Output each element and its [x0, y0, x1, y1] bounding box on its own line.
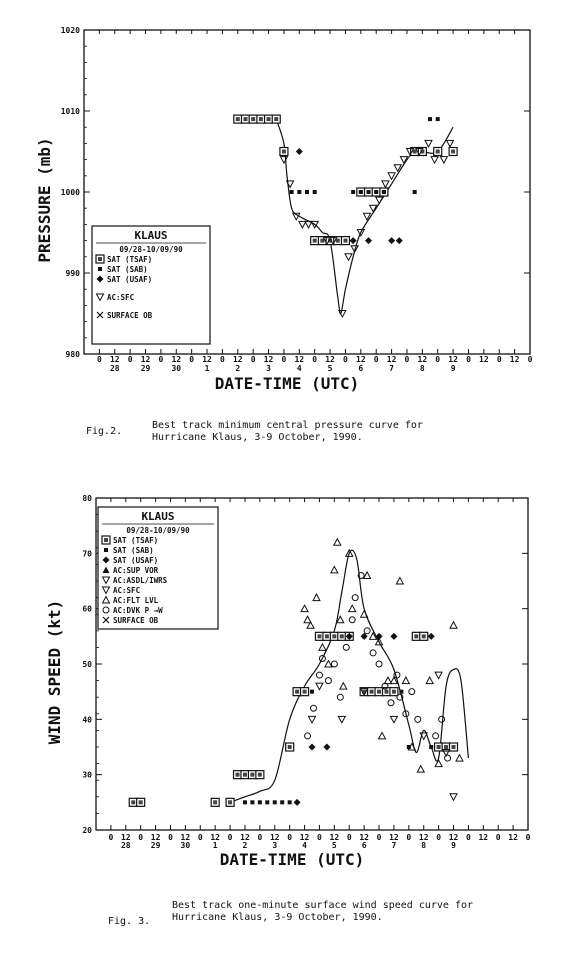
chart2-point-ac-sfc: [309, 716, 316, 723]
chart1-point-ac-sfc: [388, 173, 395, 180]
chart1-point-sat-tsaf-core: [259, 117, 263, 121]
chart2-ytick-label: 70: [82, 549, 92, 559]
chart2-legend-label: AC:SFC: [113, 586, 141, 595]
chart2-point-ac-sfc: [390, 716, 397, 723]
chart2-point-ac-dvk-p-w: [409, 689, 415, 695]
chart1-xtick-hour-label: 0: [466, 355, 471, 364]
chart2-point-sat-tsaf-core: [437, 745, 441, 749]
chart1-xtick-hour-label: 0: [96, 355, 102, 364]
chart1-xtick-hour-label: 12: [386, 355, 397, 364]
chart2-point-sat-tsaf-core: [317, 634, 321, 638]
chart2-point-sat-tsaf-core: [392, 690, 396, 694]
chart2-xtick-hour-label: 12: [478, 833, 489, 842]
chart1-point-ac-sfc: [447, 140, 454, 147]
chart2-xtick-day-label: 8: [421, 841, 427, 850]
chart2-point-ac-dvk-p-w: [316, 672, 322, 678]
chart2-legend-swatch: [104, 548, 108, 552]
chart2-xtick-hour-label: 0: [436, 833, 442, 842]
chart1-point-sat-tsaf-core: [313, 239, 317, 243]
chart2-xtick-hour-label: 12: [180, 833, 191, 842]
chart1-point-sat-tsaf-core: [336, 239, 340, 243]
chart1-xtick-hour-label: 0: [250, 355, 256, 364]
chart2-point-ac-flt-lvl: [340, 683, 347, 690]
chart2-xtick-hour-label: 0: [346, 833, 352, 842]
chart1-point-sat-tsaf-core: [236, 117, 240, 121]
chart2-point-sat-tsaf-core: [422, 634, 426, 638]
chart2-legend-label: SURFACE OB: [113, 616, 159, 625]
chart2-xtick-day-label: 4: [302, 841, 307, 850]
chart2-xtick-day-label: 30: [180, 841, 191, 850]
chart1-ytick-label: 990: [65, 269, 80, 278]
chart2-point-ac-dvk-p-w: [349, 617, 355, 623]
chart1-point-sat-sab: [428, 117, 432, 121]
chart2-point-sat-tsaf-core: [243, 773, 247, 777]
chart2-point-ac-dvk-p-w: [343, 644, 349, 650]
chart1-xtick-day-label: 4: [296, 364, 302, 373]
chart2-point-ac-dvk-p-w: [439, 716, 445, 722]
chart1-yaxis-title: PRESSURE (mb): [35, 137, 54, 263]
chart1-point-sat-tsaf-core: [282, 150, 286, 154]
chart2-point-sat-usaf: [428, 633, 435, 640]
chart2-point-sat-sab: [280, 800, 284, 804]
chart2-point-ac-dvk-p-w: [305, 733, 311, 739]
chart1-xtick-hour-label: 0: [435, 355, 441, 364]
chart1-xtick-hour-label: 0: [189, 355, 195, 364]
chart2-xtick-hour-label: 12: [120, 833, 131, 842]
chart2-point-ac-flt-lvl: [334, 539, 341, 546]
chart1-point-sat-tsaf-core: [274, 117, 278, 121]
chart1-point-sat-sab: [305, 190, 309, 194]
chart2-xtick-hour-label: 0: [495, 833, 501, 842]
chart1-legend-label: SAT (SAB): [107, 265, 148, 274]
chart2-point-ac-sfc: [450, 794, 457, 801]
chart2-xtick-day-label: 6: [361, 841, 367, 850]
chart2-point-ac-flt-lvl: [364, 572, 371, 579]
chart1-point-sat-usaf: [365, 237, 372, 244]
chart2-point-ac-flt-lvl: [417, 766, 424, 773]
chart2-xtick-hour-label: 0: [227, 833, 233, 842]
chart2-point-sat-sab: [310, 690, 314, 694]
chart2-point-sat-tsaf-core: [236, 773, 240, 777]
chart2-xtick-day-label: 29: [150, 841, 161, 850]
chart1-point-ac-sfc: [299, 221, 306, 228]
chart1-xtick-hour-label: 12: [479, 355, 489, 364]
fig3-number: Fig. 3.: [108, 916, 151, 927]
chart2-point-sat-sab: [273, 800, 277, 804]
chart2-point-ac-dvk-p-w: [370, 650, 376, 656]
chart1-point-sat-sab: [351, 190, 355, 194]
chart1-xtick-hour-label: 12: [417, 355, 428, 364]
chart1-point-sat-sab: [413, 190, 417, 194]
chart2-point-sat-usaf: [309, 744, 316, 751]
chart2-point-sat-tsaf-core: [303, 690, 307, 694]
chart1-point-sat-sab: [382, 190, 386, 194]
chart2-point-sat-tsaf-core: [370, 690, 374, 694]
chart1-ytick-label: 1000: [60, 188, 80, 197]
chart1-xtick-day-label: 2: [235, 364, 241, 373]
chart1-xtick-day-label: 6: [358, 364, 364, 373]
chart2-point-sat-sab: [243, 800, 247, 804]
chart1-ytick-label: 1010: [60, 107, 80, 116]
chart2-yaxis-title: WIND SPEED (kt): [45, 599, 64, 745]
chart2-point-ac-flt-lvl: [361, 611, 368, 618]
chart2-point-ac-dvk-p-w: [376, 661, 382, 667]
chart1-point-sat-sab: [436, 117, 440, 121]
chart1-point-sat-tsaf-core: [267, 117, 271, 121]
chart1-xtick-hour-label: 0: [158, 355, 164, 364]
chart2-legend-swatch-core: [104, 538, 108, 542]
chart2-legend-label: SAT (TSAF): [113, 536, 159, 545]
chart2-point-ac-flt-lvl: [319, 644, 326, 651]
chart1-xtick-hour-label: 12: [232, 355, 243, 364]
chart1-point-sat-usaf: [396, 237, 403, 244]
chart2-point-ac-flt-lvl: [325, 661, 332, 668]
chart2-point-ac-sfc: [435, 672, 442, 679]
chart2-point-ac-flt-lvl: [301, 605, 308, 612]
chart2-point-sat-tsaf-core: [228, 800, 232, 804]
chart1-xtick-hour-label: 0: [312, 355, 318, 364]
chart2-xtick-day-label: 1: [212, 841, 218, 850]
chart1-xtick-hour-label: 0: [527, 355, 533, 364]
chart2-point-sat-tsaf-core: [213, 800, 217, 804]
chart1-xtick-hour-label: 12: [109, 355, 120, 364]
chart1-xtick-hour-label: 0: [496, 355, 502, 364]
chart1-point-sat-sab: [359, 190, 363, 194]
chart2-xtick-day-label: 2: [242, 841, 248, 850]
chart2-point-sat-sab: [399, 690, 403, 694]
chart1-point-ac-sfc: [345, 254, 352, 260]
chart2-point-sat-sab: [250, 800, 254, 804]
chart1-point-sat-sab: [290, 190, 294, 194]
chart1-point-ac-sfc: [440, 157, 447, 164]
chart1-xtick-day-label: 7: [389, 364, 395, 373]
chart2-point-ac-flt-lvl: [450, 622, 457, 629]
chart2-xtick-hour-label: 12: [269, 833, 280, 842]
chart2-legend-label: SAT (USAF): [113, 556, 159, 565]
chart2-xtick-hour-label: 0: [287, 833, 293, 842]
chart2-point-sat-usaf: [294, 799, 301, 806]
chart1-legend-title: KLAUS: [134, 229, 168, 242]
chart2-point-ac-flt-lvl: [396, 578, 403, 585]
chart2-point-sat-tsaf-core: [340, 634, 344, 638]
chart2-xtick-hour-label: 12: [150, 833, 161, 842]
chart2-point-ac-flt-lvl: [313, 594, 320, 601]
fig2-number: Fig.2.: [86, 426, 123, 437]
chart2-best-track-line: [230, 550, 468, 802]
chart2-ytick-label: 80: [82, 494, 92, 503]
chart2-point-ac-dvk-p-w: [331, 661, 337, 667]
chart2-xtick-hour-label: 0: [108, 833, 114, 842]
chart2-point-ac-flt-lvl: [426, 677, 433, 684]
chart1-point-sat-sab: [313, 190, 317, 194]
chart1-ytick-label: 980: [65, 350, 80, 359]
chart1-legend-label: AC:SFC: [107, 293, 135, 302]
chart1-ytick-label: 1020: [60, 26, 80, 35]
chart2-legend-label: AC:ASDL/IWRS: [113, 576, 168, 585]
chart2-point-sat-tsaf-core: [414, 634, 418, 638]
chart2-point-ac-dvk-p-w: [415, 716, 421, 722]
chart2-xtick-hour-label: 0: [197, 833, 203, 842]
chart2-point-sat-tsaf-core: [250, 773, 254, 777]
chart2-xtick-hour-label: 12: [508, 833, 518, 842]
chart2-legend-dates: 09/28-10/09/90: [126, 526, 190, 535]
chart2-legend-label: AC:DVK P →W: [113, 606, 163, 615]
chart2-point-ac-dvk-p-w: [433, 733, 439, 739]
fig3-caption-line1: Best track one-minute surface wind speed curve for: [172, 900, 474, 911]
chart1-xtick-hour-label: 12: [171, 355, 182, 364]
chart2-legend-label: AC:FLT LVL: [113, 596, 159, 605]
chart2-xtick-hour-label: 12: [210, 833, 220, 842]
chart1-point-sat-usaf: [350, 237, 357, 244]
chart2-xtick-hour-label: 12: [329, 833, 340, 842]
chart1-point-ac-sfc: [382, 181, 389, 188]
chart1-xtick-hour-label: 12: [263, 355, 274, 364]
chart1-point-sat-tsaf-core: [251, 117, 255, 121]
chart2-xtick-hour-label: 12: [389, 833, 399, 842]
chart1-point-sat-tsaf-core: [343, 239, 347, 243]
fig2-caption-line1: Best track minimum central pressure curve for: [152, 420, 423, 431]
chart2-point-ac-flt-lvl: [349, 605, 356, 612]
chart1-point-sat-sab: [374, 190, 378, 194]
chart1-point-sat-tsaf-core: [320, 239, 324, 243]
chart1-xtick-hour-label: 12: [448, 355, 458, 364]
chart2-xtick-hour-label: 0: [257, 833, 263, 842]
chart2-point-sat-tsaf-core: [444, 745, 448, 749]
chart1-xtick-day-label: 3: [266, 364, 271, 373]
chart2-point-sat-tsaf-core: [258, 773, 262, 777]
chart2-xtick-hour-label: 0: [317, 833, 322, 842]
chart2-xtick-day-label: 9: [451, 841, 456, 850]
chart2-point-ac-sfc: [316, 683, 323, 690]
chart1-point-sat-tsaf-core: [243, 117, 247, 121]
chart2-ytick-label: 30: [82, 770, 92, 780]
chart1-xtick-hour-label: 12: [509, 355, 520, 364]
chart1-xtick-hour-label: 0: [404, 355, 410, 364]
chart1-legend-label: SURFACE OB: [107, 311, 153, 320]
chart2-xtick-hour-label: 12: [359, 833, 369, 842]
chart1-point-sat-usaf: [388, 237, 395, 244]
chart1-xtick-day-label: 29: [140, 364, 151, 373]
chart1-legend-dates: 09/28-10/09/90: [119, 245, 183, 254]
chart1-xtick-day-label: 30: [171, 364, 182, 373]
chart2-legend-label: AC:SUP VOR: [113, 566, 159, 575]
chart2-point-sat-sab: [258, 800, 262, 804]
chart2-point-sat-tsaf-core: [139, 800, 143, 804]
chart2-point-sat-tsaf-core: [131, 800, 135, 804]
chart2-point-sat-sab: [265, 800, 269, 804]
chart2-point-sat-tsaf-core: [295, 690, 299, 694]
chart2-point-sat-tsaf-core: [377, 690, 381, 694]
chart1-legend-swatch-core: [98, 257, 102, 261]
chart1-point-sat-tsaf-core: [451, 150, 455, 154]
chart2-point-ac-sfc: [338, 716, 345, 723]
chart2-xtick-hour-label: 12: [299, 833, 310, 842]
chart1-legend-box: [92, 226, 210, 344]
chart2-point-ac-dvk-p-w: [352, 595, 358, 601]
chart2-xtick-hour-label: 0: [138, 833, 144, 842]
chart2-xtick-day-label: 3: [272, 841, 278, 850]
fig3-caption-line2: Hurricane Klaus, 3-9 October, 1990.: [172, 912, 383, 923]
chart1-xtick-hour-label: 0: [281, 355, 287, 364]
chart1-xtick-day-label: 28: [109, 364, 120, 373]
chart2-xtick-day-label: 7: [391, 841, 397, 850]
chart1-point-ac-sfc: [431, 157, 438, 164]
chart1-xtick-day-label: 1: [204, 364, 210, 373]
chart2-point-ac-flt-lvl: [456, 755, 463, 762]
chart2-ytick-label: 40: [82, 715, 92, 725]
chart2-point-sat-tsaf-core: [325, 634, 329, 638]
chart1-xtick-hour-label: 0: [373, 355, 379, 364]
chart2-xtick-hour-label: 0: [376, 833, 382, 842]
chart1-xtick-hour-label: 12: [356, 355, 366, 364]
chart2-point-ac-dvk-p-w: [388, 700, 394, 706]
chart2-point-sat-tsaf-core: [452, 745, 456, 749]
chart2-ytick-label: 60: [82, 604, 92, 614]
chart1-point-sat-tsaf-core: [436, 150, 440, 154]
chart1-xtick-day-label: 5: [327, 364, 333, 373]
chart2-point-sat-sab: [429, 745, 433, 749]
chart2-point-ac-dvk-p-w: [445, 755, 451, 761]
chart1-legend-swatch: [98, 267, 102, 271]
chart1-point-sat-sab: [367, 190, 371, 194]
chart2-legend-title: KLAUS: [141, 510, 175, 523]
chart2-point-sat-tsaf-core: [288, 745, 292, 749]
chart1-legend-label: SAT (USAF): [107, 275, 153, 284]
chart2-point-sat-usaf: [323, 744, 330, 751]
chart2-xtick-day-label: 28: [120, 841, 131, 850]
chart2-point-ac-dvk-p-w: [325, 678, 331, 684]
chart2-point-sat-usaf: [390, 633, 397, 640]
chart2-point-ac-flt-lvl: [379, 732, 386, 739]
chart2-point-ac-flt-lvl: [331, 566, 338, 573]
chart1-point-ac-sfc: [305, 221, 312, 228]
chart1-xtick-hour-label: 0: [343, 355, 348, 364]
chart1-xtick-day-label: 8: [419, 364, 425, 373]
chart1-xtick-hour-label: 12: [140, 355, 151, 364]
chart2-xtick-hour-label: 0: [168, 833, 173, 842]
chart1-xtick-hour-label: 0: [127, 355, 133, 364]
chart2-xaxis-title: DATE-TIME (UTC): [219, 850, 365, 869]
chart1-xtick-hour-label: 12: [325, 355, 335, 364]
chart1-xtick-day-label: 9: [450, 364, 456, 373]
chart1-point-ac-sfc: [425, 140, 432, 147]
chart1-xtick-hour-label: 12: [202, 355, 212, 364]
chart2-xtick-hour-label: 0: [525, 833, 531, 842]
chart2-xtick-hour-label: 0: [465, 833, 471, 842]
chart2-point-sat-tsaf-core: [384, 690, 388, 694]
chart2-point-sat-sab: [288, 800, 292, 804]
chart1-legend-label: SAT (TSAF): [107, 255, 153, 264]
chart1-xtick-hour-label: 12: [294, 355, 305, 364]
chart1-xaxis-title: DATE-TIME (UTC): [214, 374, 360, 393]
chart1-point-sat-sab: [297, 190, 301, 194]
chart2-point-sat-tsaf-core: [332, 634, 336, 638]
chart2-xtick-hour-label: 0: [406, 833, 412, 842]
chart2-xtick-hour-label: 12: [448, 833, 459, 842]
chart2-ytick-label: 50: [82, 660, 92, 669]
chart1-xtick-hour-label: 0: [219, 355, 225, 364]
chart1-point-sat-usaf: [296, 148, 303, 155]
chart2-ytick-label: 20: [82, 826, 92, 835]
chart2-point-ac-dvk-p-w: [310, 705, 316, 711]
chart2-xtick-hour-label: 12: [240, 833, 250, 842]
chart2-point-ac-flt-lvl: [402, 677, 409, 684]
fig2-caption-line2: Hurricane Klaus, 3-9 October, 1990.: [152, 432, 363, 443]
chart2-point-ac-dvk-p-w: [337, 694, 343, 700]
chart2-point-ac-dvk-p-w: [364, 628, 370, 634]
chart2-legend-label: SAT (SAB): [113, 546, 154, 555]
chart1-point-sat-tsaf-core: [413, 150, 417, 154]
chart2-xtick-hour-label: 12: [418, 833, 429, 842]
chart2-xtick-day-label: 5: [331, 841, 337, 850]
